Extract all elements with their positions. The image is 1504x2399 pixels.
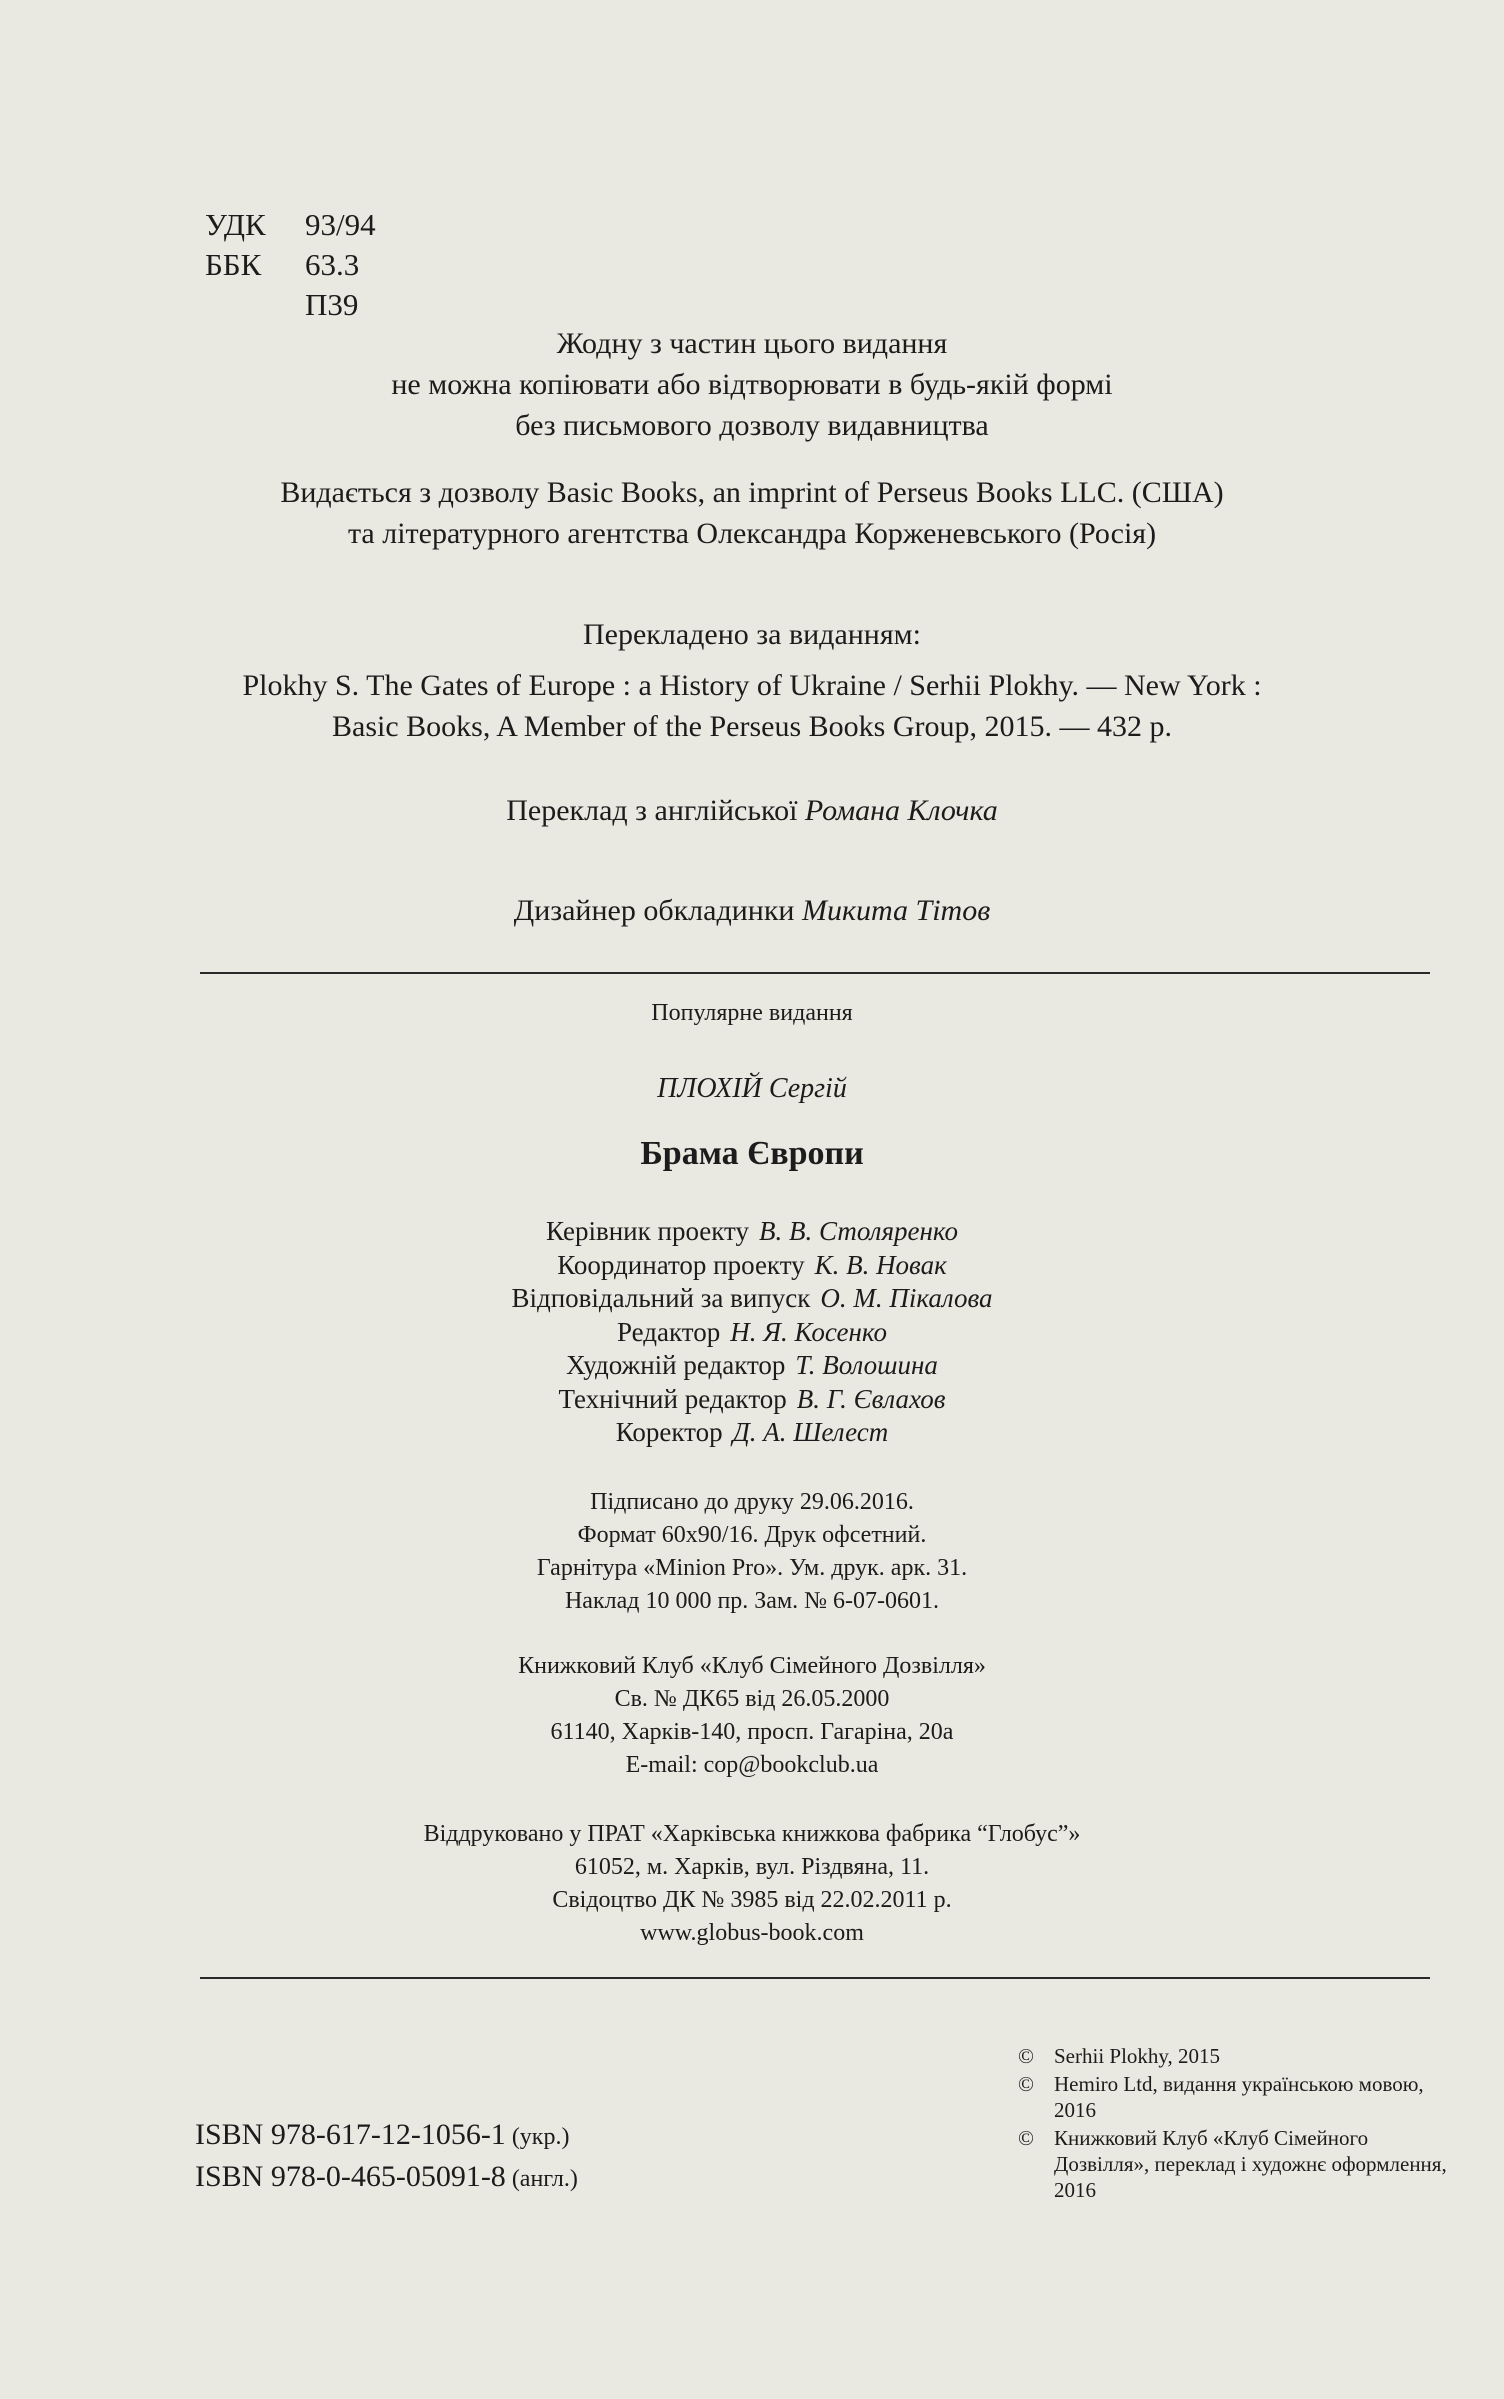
- udk-value: 93/94: [305, 207, 376, 242]
- printer-info: [0, 1818, 1504, 1950]
- divider-bottom: [200, 1977, 1430, 1979]
- author-name: ПЛОХІЙ Сергій: [657, 1073, 847, 1104]
- staff-name: О. М. Пікалова: [820, 1283, 993, 1313]
- isbn-number: ISBN 978-0-465-05091-8: [195, 2160, 506, 2193]
- print-info-line: Наклад 10 000 пр. Зам. № 6-07-0601.: [564, 1588, 940, 1614]
- print-info-line: Гарнітура «Minion Pro». Ум. друк. арк. 31.: [536, 1555, 968, 1581]
- isbn-row: [195, 2157, 578, 2199]
- staff-row: [0, 1383, 1504, 1417]
- isbn-row: [195, 2115, 578, 2157]
- copyright-icon: ©: [1018, 2126, 1034, 2150]
- publisher-info: [0, 1650, 1504, 1782]
- staff-role: Технічний редактор: [558, 1383, 787, 1414]
- staff-name: В. Г. Євлахов: [796, 1383, 946, 1414]
- divider-top: [200, 972, 1430, 974]
- publisher-line: 61140, Харків-140, просп. Гагаріна, 20а: [550, 1719, 954, 1745]
- notice-line: без письмового дозволу видавництва: [515, 409, 989, 442]
- publication-permission: [0, 472, 1504, 554]
- printer-line: Віддруковано у ПРАТ «Харківська книжкова фабрика “Глобус”»: [423, 1821, 1081, 1847]
- udk-row: [205, 205, 376, 245]
- staff-role: Координатор проекту: [557, 1249, 805, 1280]
- copyright-notice: [0, 323, 1504, 446]
- copyright-text: Книжковий Клуб «Клуб Сімейного Дозвілля», переклад і художнє оформлення, 2016: [1054, 2126, 1447, 2202]
- print-specifications: [0, 1486, 1504, 1618]
- translator-credit: [0, 790, 1504, 831]
- udk-label: УДК: [205, 207, 266, 242]
- bbk-row: [205, 245, 376, 285]
- reference-line: Plokhy S. The Gates of Europe : a History of Ukraine / Serhii Plokhy. — New York :: [242, 669, 1262, 702]
- staff-name: К. В. Новак: [814, 1249, 947, 1280]
- notice-line: не можна копіювати або відтворювати в будь-якій формі: [391, 368, 1113, 401]
- permission-line: Видається з дозволу Basic Books, an imprint of Perseus Books LLC. (США): [280, 476, 1224, 509]
- designer-label: Дизайнер обкладинки: [513, 894, 795, 927]
- staff-role: Керівник проекту: [546, 1216, 749, 1246]
- edition-type: Популярне видання: [651, 1000, 853, 1026]
- translator-label: Переклад з англійської: [506, 794, 798, 827]
- staff-role: Редактор: [617, 1316, 721, 1347]
- classification-codes: [205, 205, 376, 325]
- printer-line: Свідоцтво ДК № 3985 від 22.02.2011 р.: [552, 1887, 952, 1913]
- permission-line: та літературного агентства Олександра Корженевського (Росія): [347, 517, 1157, 550]
- bbk-label: ББК: [205, 247, 262, 282]
- isbn-block: [195, 2115, 578, 2199]
- copyright-icon: ©: [1018, 2072, 1034, 2096]
- publisher-line: Книжковий Клуб «Клуб Сімейного Дозвілля»: [518, 1653, 986, 1679]
- staff-row: [0, 1282, 1504, 1316]
- staff-row: [0, 1316, 1504, 1350]
- isbn-number: ISBN 978-617-12-1056-1: [195, 2118, 506, 2151]
- isbn-lang: (англ.): [511, 2166, 578, 2192]
- translated-from-label: Перекладено за виданням:: [583, 618, 921, 651]
- staff-row: [0, 1416, 1504, 1450]
- staff-credits: [0, 1215, 1504, 1450]
- staff-role: Художній редактор: [566, 1350, 786, 1380]
- copyright-text: Serhii Plokhy, 2015: [1054, 2044, 1221, 2068]
- original-edition-reference: [0, 665, 1504, 747]
- author-sign-row: [205, 285, 376, 325]
- publisher-email: E-mail: cop@bookclub.ua: [625, 1752, 879, 1778]
- isbn-lang: (укр.): [511, 2124, 570, 2150]
- author-sign: П39: [305, 287, 359, 322]
- staff-name: Н. Я. Косенко: [730, 1316, 887, 1347]
- book-title: Брама Європи: [640, 1135, 864, 1172]
- printer-line: 61052, м. Харків, вул. Різдвяна, 11.: [574, 1854, 930, 1880]
- staff-role: Коректор: [615, 1417, 723, 1447]
- staff-row: [0, 1215, 1504, 1249]
- staff-name: Т. Волошина: [795, 1350, 938, 1380]
- staff-name: Д. А. Шелест: [732, 1417, 889, 1447]
- staff-role: Відповідальний за випуск: [511, 1283, 811, 1313]
- bbk-value: 63.3: [305, 247, 360, 282]
- reference-line: Basic Books, A Member of the Perseus Books Group, 2015. — 432 p.: [332, 710, 1172, 743]
- designer-name: Микита Тітов: [801, 894, 991, 927]
- notice-line: Жодну з частин цього видання: [556, 327, 948, 360]
- copyright-block: [1018, 2043, 1454, 2205]
- staff-name: В. В. Столяренко: [758, 1216, 958, 1246]
- copyright-icon: ©: [1018, 2044, 1034, 2068]
- printer-website: www.globus-book.com: [640, 1920, 864, 1946]
- staff-row: [0, 1249, 1504, 1283]
- translator-name: Романа Клочка: [804, 794, 998, 827]
- copyright-item: [1018, 2071, 1454, 2123]
- copyright-item: [1018, 2125, 1454, 2203]
- print-info-line: Підписано до друку 29.06.2016.: [590, 1489, 914, 1515]
- copyright-item: [1018, 2043, 1454, 2069]
- cover-designer-credit: [0, 890, 1504, 931]
- staff-row: [0, 1349, 1504, 1383]
- print-info-line: Формат 60х90/16. Друк офсетний.: [577, 1522, 927, 1548]
- publisher-line: Св. № ДК65 від 26.05.2000: [614, 1686, 890, 1712]
- copyright-text: Hemiro Ltd, видання українською мовою, 2016: [1054, 2072, 1424, 2122]
